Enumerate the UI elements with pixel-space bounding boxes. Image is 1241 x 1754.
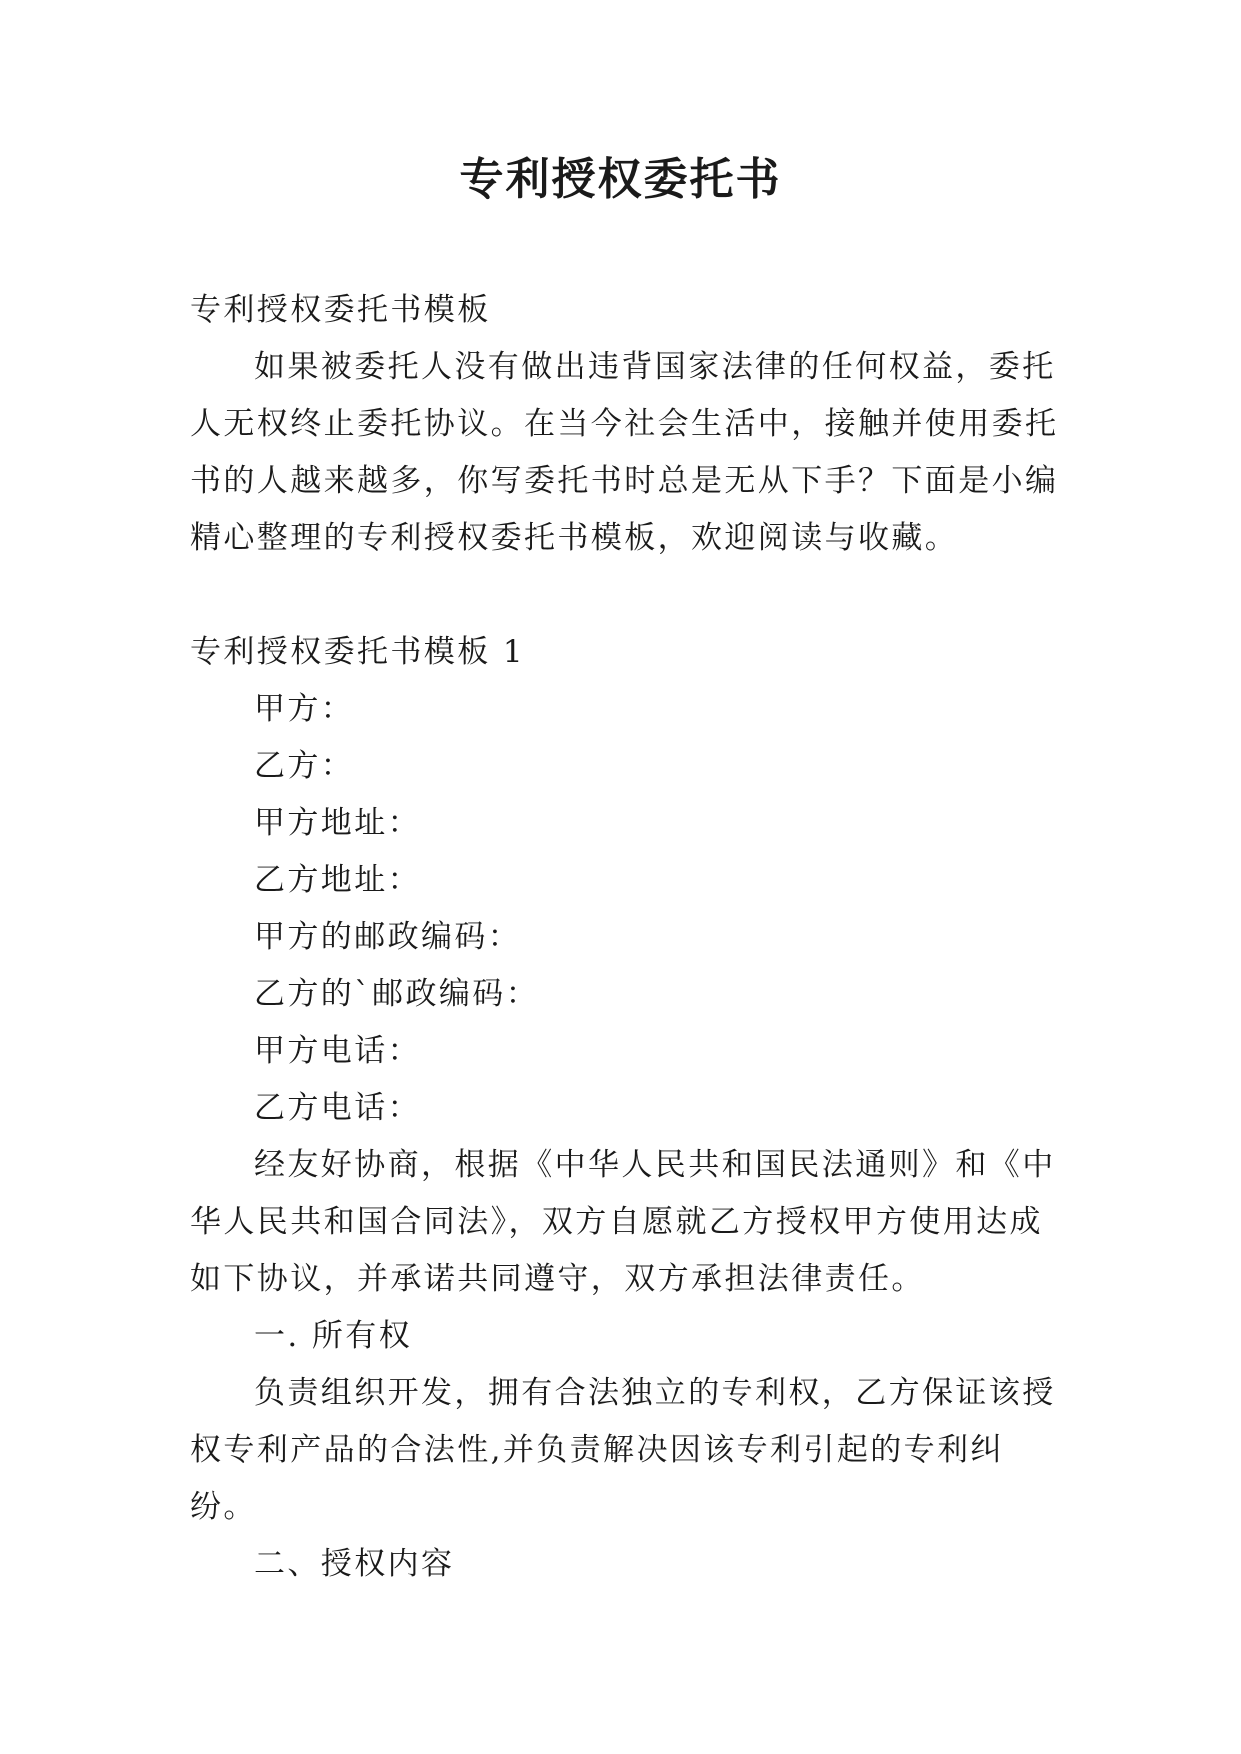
field-party-a-address: 甲方地址： (254, 805, 421, 841)
intro-paragraph: 如果被委托人没有做出违背国家法律的任何权益，委托人无权终止委托协议。在当今社会生活中，接触并使用委托书的人越来越多，你写委托书时总是无从下手？下面是小编精心整理的专利授权委托书模板，欢迎阅读与收藏。 (190, 349, 1059, 556)
field-party-b-phone: 乙方电话： (254, 1090, 421, 1126)
template-heading: 专利授权委托书模板 1 (190, 634, 525, 670)
field-party-a-phone: 甲方电话： (254, 1033, 421, 1069)
section2-heading: 二、授权内容 (254, 1546, 455, 1582)
section1-heading: 一. 所有权 (254, 1318, 413, 1354)
field-party-a-postcode: 甲方的邮政编码： (254, 919, 522, 955)
document-title: 专利授权委托书 (459, 154, 782, 205)
document-body (190, 282, 1062, 1593)
field-party-a: 甲方： (254, 691, 355, 727)
field-party-b: 乙方： (254, 748, 355, 784)
section1-paragraph: 负责组织开发，拥有合法独立的专利权，乙方保证该授权专利产品的合法性,并负责解决因该专利引起的专利纠纷。 (190, 1375, 1056, 1525)
field-party-b-postcode: 乙方的`邮政编码： (254, 976, 540, 1012)
agreement-paragraph: 经友好协商，根据《中华人民共和国民法通则》和《中华人民共和国合同法》，双方自愿就乙方授权甲方使用达成如下协议，并承诺共同遵守，双方承担法律责任。 (190, 1147, 1056, 1297)
field-party-b-address: 乙方地址： (254, 862, 421, 898)
section-heading: 专利授权委托书模板 (190, 292, 491, 328)
